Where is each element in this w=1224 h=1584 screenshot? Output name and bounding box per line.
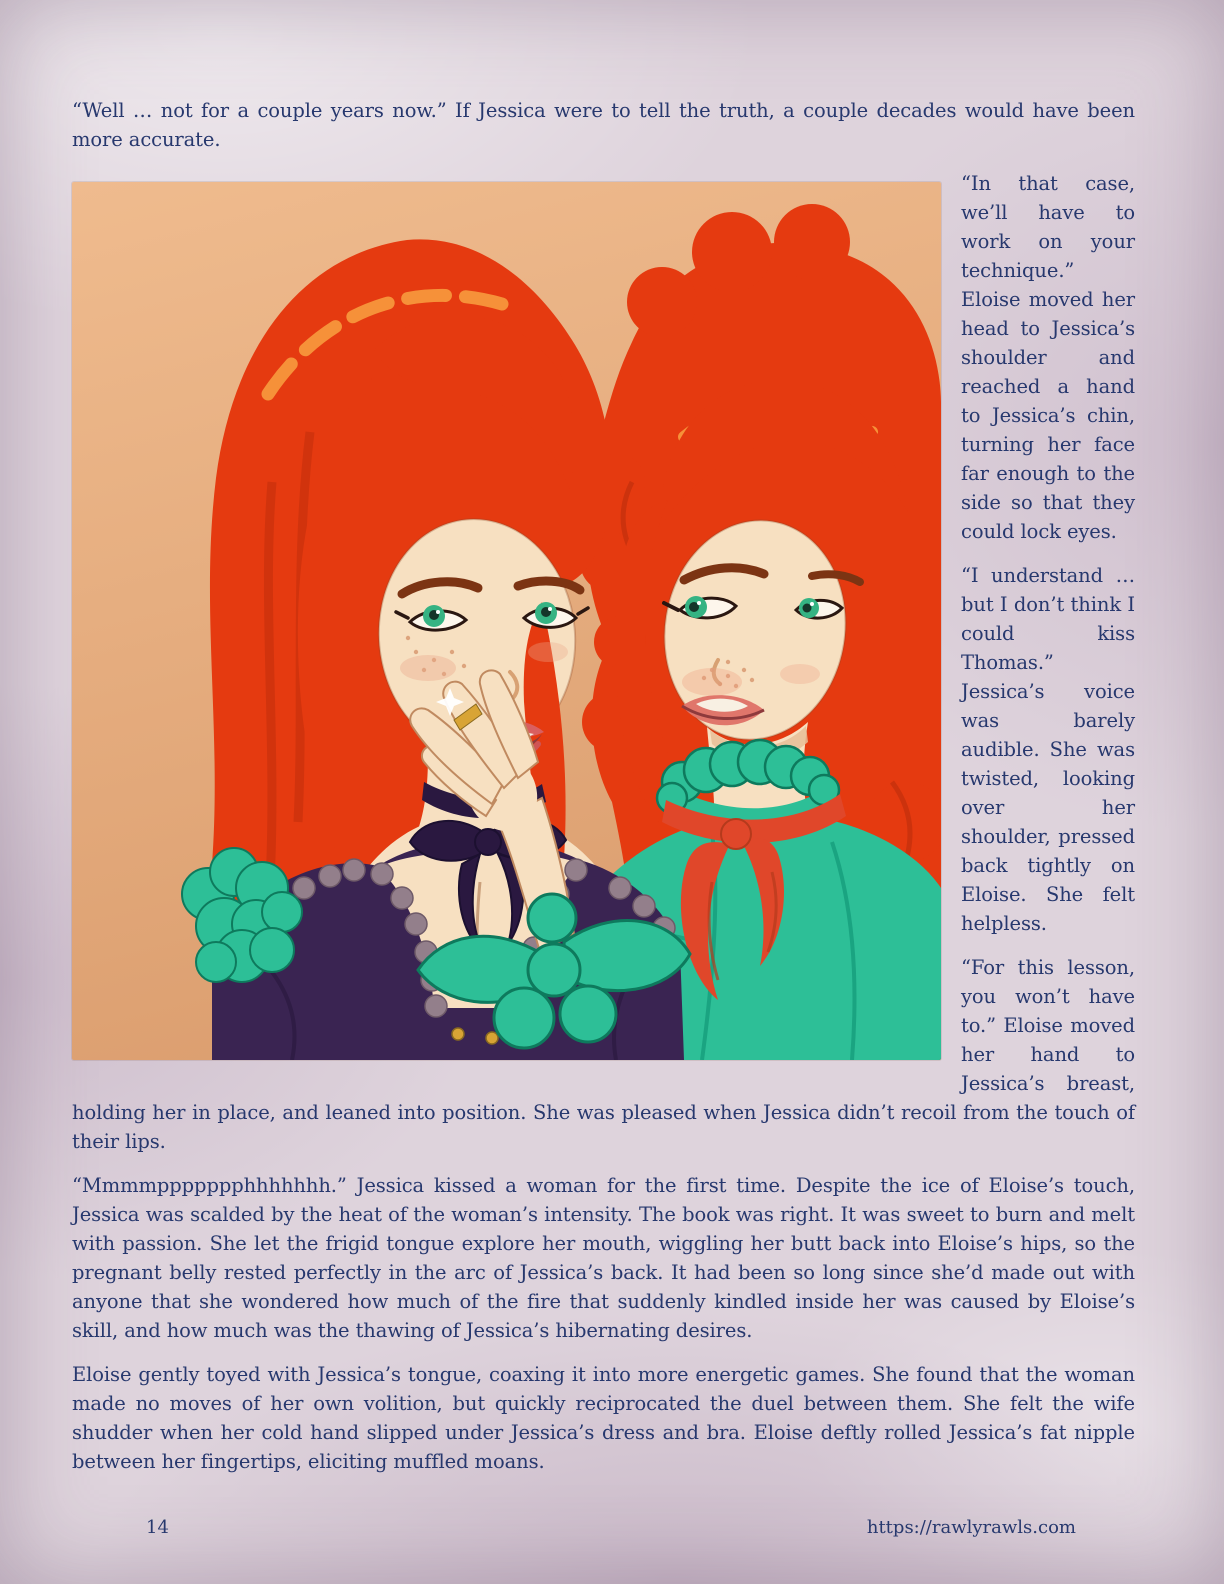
story-paragraph: “Well … not for a couple years now.” If Jessica were to tell the truth, a couple decades would have been more accurate.	[72, 99, 1135, 151]
two-redheads-artwork	[72, 182, 941, 1060]
story-paragraph: “In that case, we’ll have to work on your technique.” Eloise moved her head to Jessica’s shoulder and reached a hand to Jessica’s chin, turning her face far enough to the side so that they could lock eyes.	[961, 172, 1135, 543]
story-illustration	[72, 182, 941, 1060]
story-paragraph: “Mmmmppppppphhhhhhh.” Jessica kissed a woman for the first time. Despite the ice of Eloise’s touch, Jessica was scalded by the heat of the woman’s intensity. The book was right. It was sweet to burn and melt with passion. She let the frigid tongue explore her mouth, wiggling her butt back into Eloise’s hips, so the pregnant belly rested perfectly in the arc of Jessica’s back. It had been so long since she’d made out with anyone that she wondered how much of the fire that suddenly kindled inside her was caused by Eloise’s skill, and how much was the thawing of Jessica’s hibernating desires.	[72, 1174, 1135, 1342]
story-paragraph: “For this lesson, you won’t have to.” Eloise moved her hand to Jessica’s breast, holding her in place, and leaned into position. She was pleased when Jessica didn’t recoil from the touch of their lips.	[72, 956, 1135, 1153]
story-content	[72, 96, 1135, 1491]
story-paragraph: Eloise gently toyed with Jessica’s tongue, coaxing it into more energetic games. She found that the woman made no moves of her own volition, but quickly reciprocated the duel between them. She felt the wife shudder when her cold hand slipped under Jessica’s dress and bra. Eloise deftly rolled Jessica’s fat nipple between her fingertips, eliciting muffled moans.	[72, 1363, 1135, 1473]
page-number: 14	[146, 1517, 169, 1538]
website-link[interactable]: https://rawlyrawls.com	[866, 1517, 1076, 1538]
story-paragraph: “I understand … but I don’t think I could kiss Thomas.” Jessica’s voice was barely audible. She was twisted, looking over her shoulder, pressed back tightly on Eloise. She felt helpless.	[961, 564, 1135, 935]
